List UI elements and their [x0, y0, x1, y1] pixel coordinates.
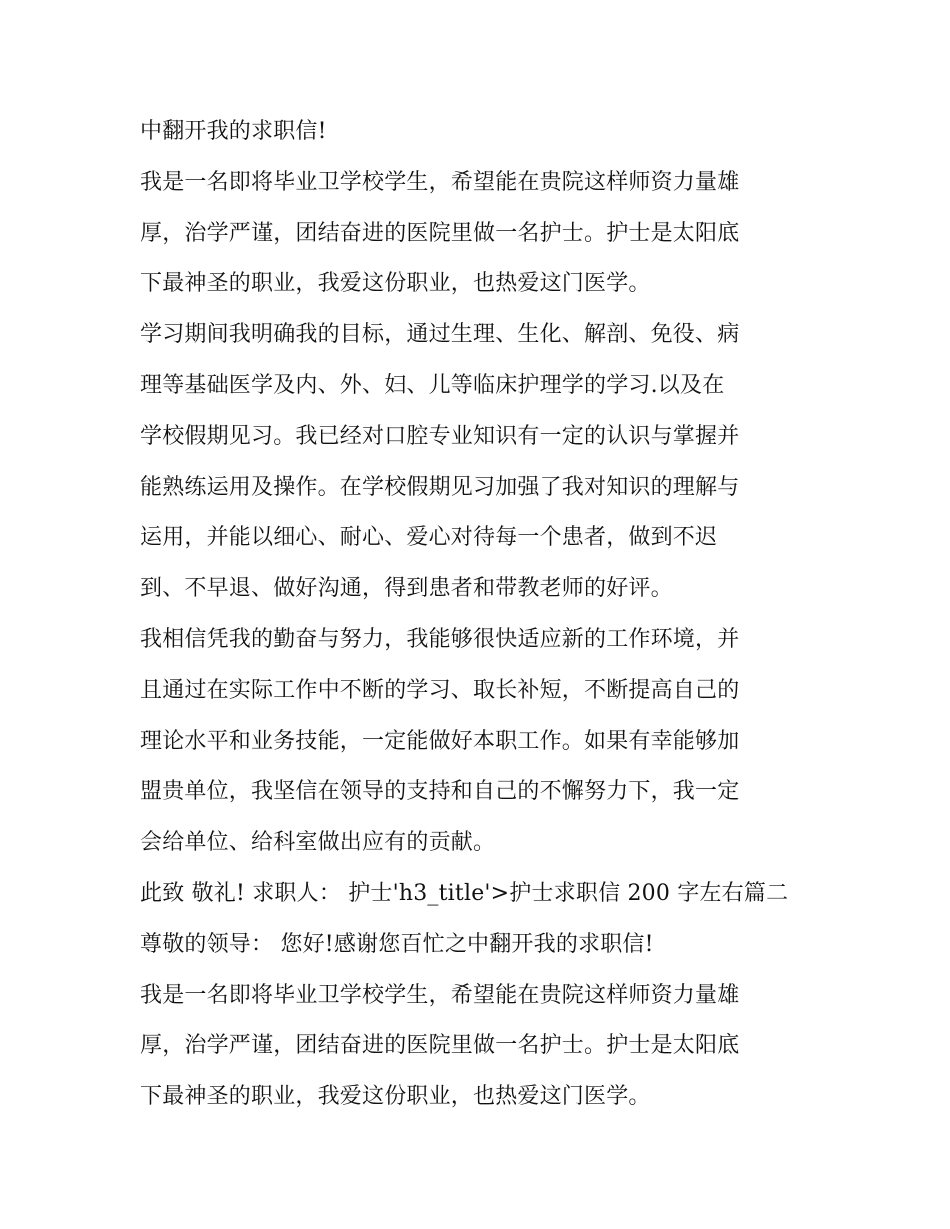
- text-line-9: 运用，并能以细心、耐心、爱心对待每一个患者，做到不迟: [140, 525, 718, 551]
- text-line-12: 且通过在实际工作中不断的学习、取长补短，不断提高自己的: [140, 677, 740, 703]
- text-line-19: 厚，治学严谨，团结奋进的医院里做一名护士。护士是太阳底: [140, 1033, 740, 1059]
- text-line-2: 我是一名即将毕业卫学校学生，希望能在贵院这样师资力量雄: [140, 169, 740, 195]
- text-line-18: 我是一名即将毕业卫学校学生，希望能在贵院这样师资力量雄: [140, 982, 740, 1008]
- text-line-11: 我相信凭我的勤奋与努力，我能够很快适应新的工作环境，并: [140, 626, 740, 652]
- text-line-5: 学习期间我明确我的目标，通过生理、生化、解剖、免役、病: [140, 322, 740, 348]
- text-line-1: 中翻开我的求职信!: [140, 119, 327, 144]
- document-body: [140, 107, 820, 1123]
- text-line-10: 到、不早退、做好沟通，得到患者和带教老师的好评。: [140, 576, 673, 602]
- text-line-8: 能熟练运用及操作。在学校假期见习加强了我对知识的理解与: [140, 474, 740, 500]
- text-line-7: 学校假期见习。我已经对口腔专业知识有一定的认识与掌握并: [140, 423, 740, 449]
- text-line-3: 厚，治学严谨，团结奋进的医院里做一名护士。护士是太阳底: [140, 220, 740, 246]
- text-line-17: 尊敬的领导： 您好!感谢您百忙之中翻开我的求职信!: [140, 931, 654, 957]
- text-line-4: 下最神圣的职业，我爱这份职业，也热爱这门医学。: [140, 271, 651, 297]
- text-line-13: 理论水平和业务技能，一定能做好本职工作。如果有幸能够加: [140, 728, 740, 754]
- text-line-6: 理等基础医学及内、外、妇、儿等临床护理学的学习.以及在: [140, 372, 725, 398]
- text-line-16: 此致 敬礼! 求职人： 护士'h3_title'>护士求职信 200 字左右篇二: [140, 880, 789, 906]
- text-line-15: 会给单位、给科室做出应有的贡献。: [140, 830, 496, 856]
- text-line-14: 盟贵单位，我坚信在领导的支持和自己的不懈努力下，我一定: [140, 779, 740, 805]
- text-line-20: 下最神圣的职业，我爱这份职业，也热爱这门医学。: [140, 1084, 651, 1110]
